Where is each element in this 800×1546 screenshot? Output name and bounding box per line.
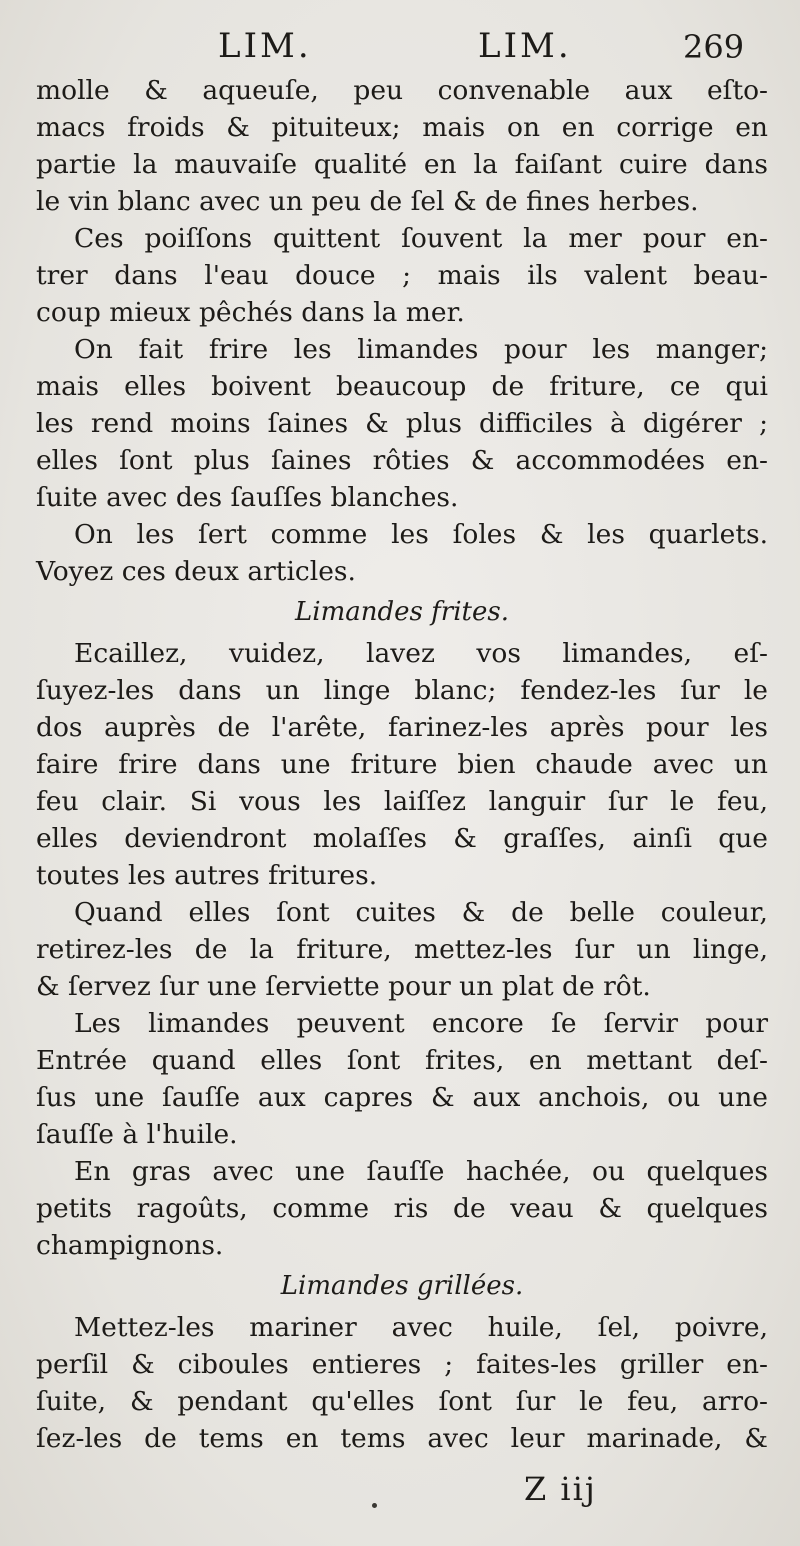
header-left: LIM. — [218, 26, 312, 66]
text-line: champignons. — [36, 1230, 224, 1261]
page-number: 269 — [683, 28, 745, 66]
text-line: les rend moins ſaines & plus difficiles à digérer ; — [36, 408, 768, 439]
ink-speck — [372, 1503, 377, 1508]
paragraph — [36, 72, 768, 220]
paragraph — [36, 1309, 768, 1457]
paragraph — [36, 1153, 768, 1264]
text-line: ſuyez-les dans un linge blanc; fendez-les ſur le — [36, 675, 768, 706]
text-line: perſil & ciboules entieres ; faites-les griller en- — [36, 1349, 768, 1380]
text-line: Ecaillez, vuidez, lavez vos limandes, eſ- — [74, 638, 768, 669]
header-right: LIM. — [478, 26, 572, 66]
text-line: elles deviendront molaſſes & graſſes, ainſi que — [36, 823, 768, 854]
text-line: ſuite avec des ſauſſes blanches. — [36, 482, 459, 513]
paragraph — [36, 331, 768, 516]
text-line: & ſervez ſur une ſerviette pour un plat de rôt. — [36, 971, 651, 1002]
text-line: elles ſont plus ſaines rôties & accommodées en- — [36, 445, 768, 476]
paragraph — [36, 516, 768, 590]
text-line: dos auprès de l'arête, farinez-les après pour les — [36, 712, 768, 743]
text-line: petits ragoûts, comme ris de veau & quelques — [36, 1193, 768, 1224]
text-line: molle & aqueuſe, peu convenable aux eſto- — [36, 75, 768, 106]
section-heading: Limandes frites. — [295, 597, 509, 627]
text-line: toutes les autres fritures. — [36, 860, 378, 891]
paragraph — [36, 635, 768, 894]
paragraph — [36, 894, 768, 1005]
text-line: Quand elles ſont cuites & de belle couleur, — [74, 897, 768, 928]
text-line: macs froids & pituiteux; mais on en corrige en — [36, 112, 768, 143]
section-heading: Limandes grillées. — [280, 1271, 524, 1301]
running-header — [0, 26, 800, 72]
text-line: En gras avec une ſauſſe hachée, ou quelques — [74, 1156, 768, 1187]
text-line: le vin blanc avec un peu de ſel & de fines herbes. — [36, 186, 699, 217]
signature-mark: Z iij — [524, 1470, 597, 1508]
text-line: partie la mauvaiſe qualité en la faiſant cuire dans — [36, 149, 768, 180]
text-line: coup mieux pêchés dans la mer. — [36, 297, 465, 328]
text-line: Les limandes peuvent encore ſe ſervir pour — [74, 1008, 768, 1039]
paragraph — [36, 1005, 768, 1153]
text-line: On les ſert comme les ſoles & les quarlets. — [74, 519, 768, 550]
text-line: Voyez ces deux articles. — [36, 556, 356, 587]
text-line: Mettez-les mariner avec huile, ſel, poivre, — [74, 1312, 768, 1343]
paragraph — [36, 220, 768, 331]
text-line: ſauſſe à l'huile. — [36, 1119, 238, 1150]
text-line: trer dans l'eau douce ; mais ils valent beau- — [36, 260, 768, 291]
text-line: ſus une ſauſſe aux capres & aux anchois, ou une — [36, 1082, 768, 1113]
text-line: faire frire dans une friture bien chaude avec un — [36, 749, 768, 780]
text-line: ſez-les de tems en tems avec leur marinade, & — [36, 1423, 768, 1454]
page-body — [36, 72, 768, 1457]
text-line: On fait frire les limandes pour les manger; — [74, 334, 768, 365]
text-line: feu clair. Si vous les laiſſez languir ſur le feu, — [36, 786, 768, 817]
text-line: Entrée quand elles ſont frites, en mettant deſ- — [36, 1045, 768, 1076]
text-line: ſuite, & pendant qu'elles ſont ſur le feu, arro- — [36, 1386, 768, 1417]
text-line: retirez-les de la friture, mettez-les ſur un linge, — [36, 934, 768, 965]
text-line: Ces poiſſons quittent ſouvent la mer pour en- — [74, 223, 768, 254]
text-line: mais elles boivent beaucoup de friture, ce qui — [36, 371, 768, 402]
